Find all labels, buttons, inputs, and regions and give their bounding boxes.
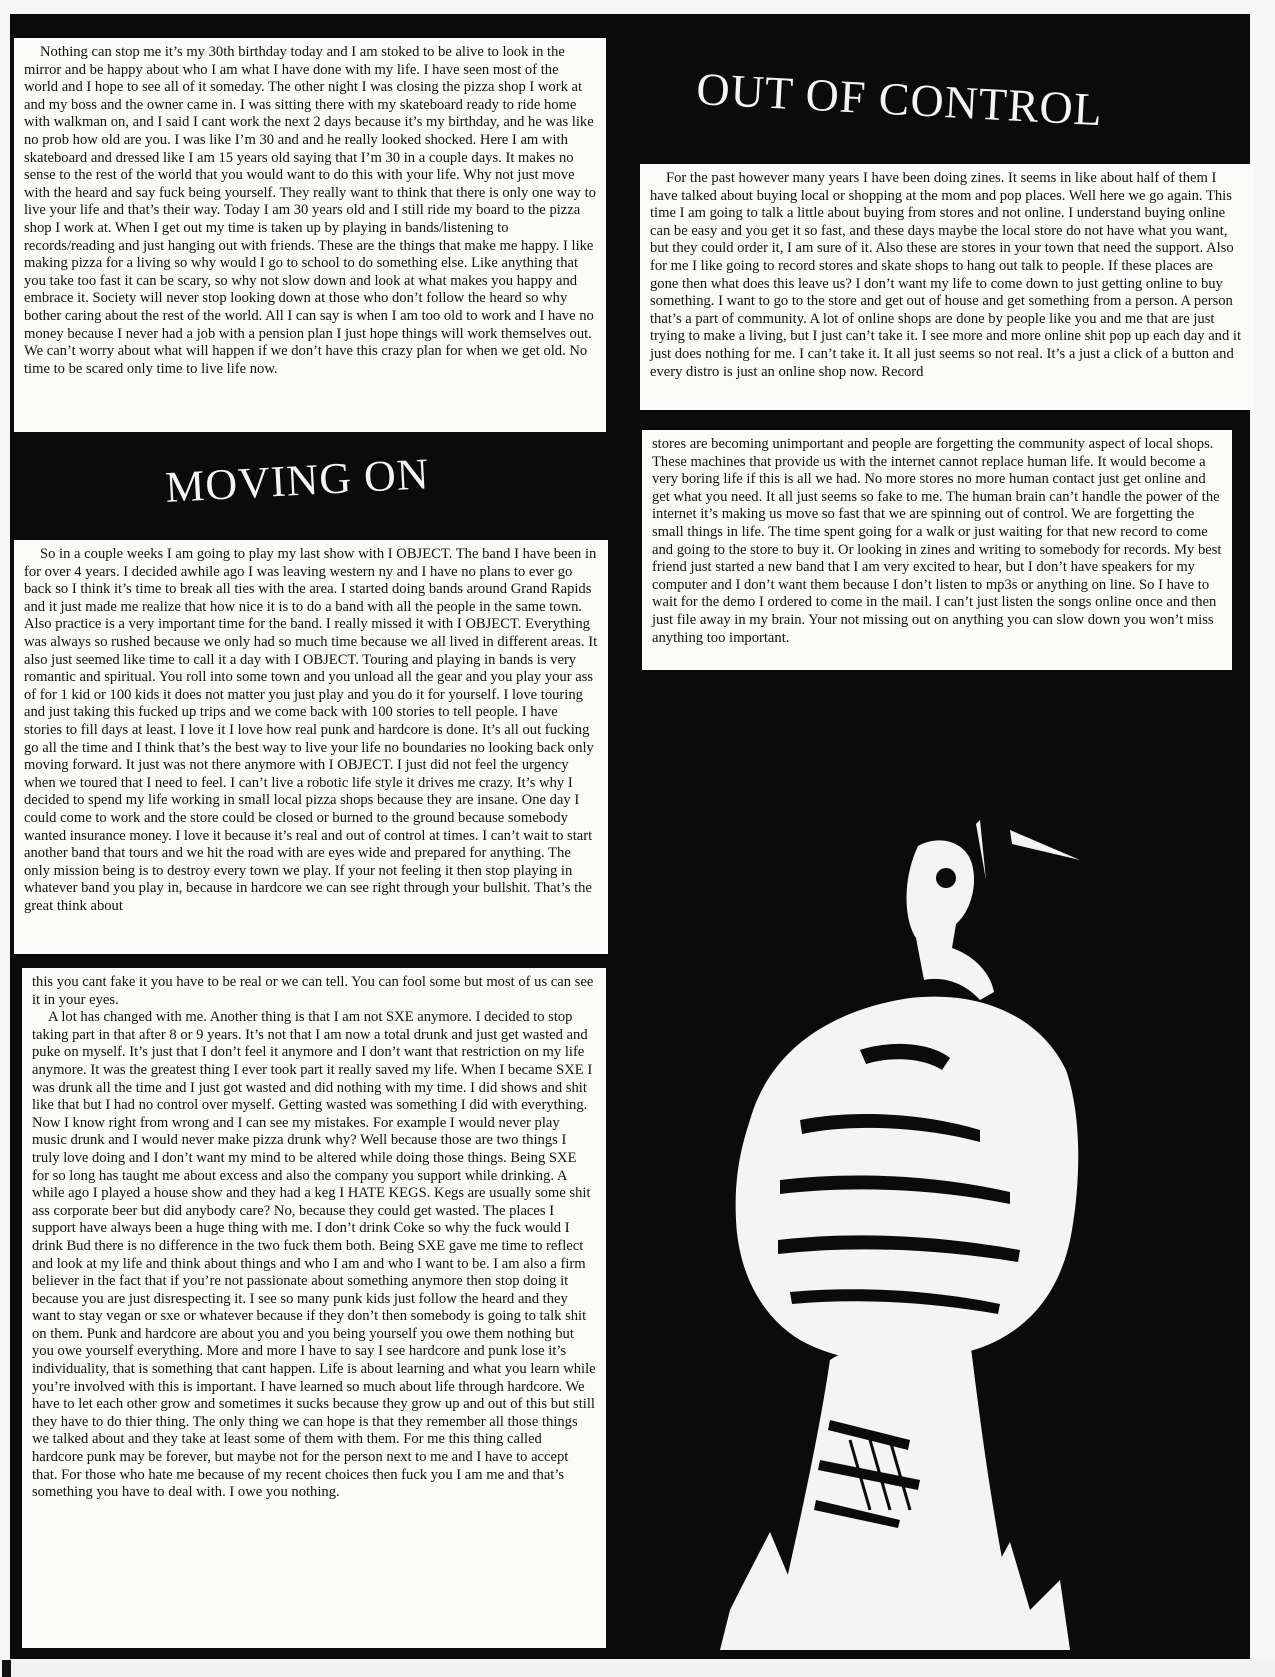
birthday-paragraph: Nothing can stop me it’s my 30th birthday today and I am stoked to be alive to look in the mirror and be happy about who I am what I have done with my life. I have seen most of the world and I hope to see all of it someday. The other night I was closing the pizza shop I work at and my boss and the owner came in. I was sitting there with my skateboard ready to ride home with walkman on, and I said I cant work the next 2 days because it’s my birthday, and he was like no prob how old are you. I was like I’m 30 and and he really looked shocked. Here I am with skateboard and dressed like I am 15 years old saying that I’m 30 in a couple days. It makes no sense to the rest of the world that you would want to do this with your life. Why not just move with the heard and say fuck being yourself. They really want to think that there is only one way to live your life and that’s their way. Today I am 30 years old and I still ride my board to the pizza shop I work at. When I get out my time is taken up by playing in bands/listening to records/reading and just hanging out with friends. These are the things that make me happy. I like making pizza for a living so why would I go to school to do something else. Like anything that you take too fast it can be scary, so why not slow down and look at what makes you happy and embrace it. Society will never stop looking down at those who don’t follow the heard so why bother caring about the rest of the world. All I can say is when I am too old to work and I have no money because I never had a job with a pension plan I just hope things will work themselves out. We can’t worry about what will happen if we don’t have this crazy plan for when we get old. No time to be scared only time to live life now. bbox=[24, 44, 596, 377]
moving-on-text-2b: A lot has changed with me. Another thing is that I am not SXE anymore. I decided to stop taking part in that after 8 or 9 years. It’s not that I am now a total drunk and just get wasted and puke on myself. It’s just that I don’t feel it anymore and I don’t want that restriction on my life anymore. It was the greatest thing I ever took part it really saved my life. When I became SXE I was drunk all the time and I just got wasted and did nothing with my time. I did shows and shit like that but I had no control over myself. Getting wasted was something I did with everything. Now I know right from wrong and I can see my mistakes. For example I would never play music drunk and I would never make pizza drunk why? Well because those are two things I truly love doing and I don’t want my mind to be altered while doing those things. Being SXE for so long has taught me about excess and also the company you support while drinking. A while ago I played a house show and they had a keg I HATE KEGS. Kegs are usually some shit ass corporate beer but did anybody care? No, because they could get wasted. The places I support have always been a huge thing with me. I don’t drink Coke so why the fuck would I drink Bud there is no difference in the two fuck them both. Being SXE gave me time to reflect and look at my life and think about things and who I am and who I want to be. I am also a firm believer in the fact that if you’re not passionate about something anymore then stop doing it because you are just disrespecting it. I see so many punk kids just follow the heard and they want to stay vegan or sxe or whatever because if they don’t then somebody is going to talk shit on them. Punk and hardcore are about you and you being yourself you owe them nothing but you owe yourself everything. More and more I have to say I see hardcore and punk lose it’s individuality, that is something that cant happen. Life is about learning and what you learn while you’re involved with this is important. I have learned so much about life through hardcore. We have to let each other grow and sometimes it sucks because they grow up and out of this but still they have to do thier thing. The only thing we can hope is that they remember all those things we talked about and they take at least some of them with them. For me this thing called hardcore punk may be forever, but maybe not for the person next to me and I have to accept that. For those who hate me because of my recent choices then fuck you I am me and that’s something you have to deal with. I owe you nothing. bbox=[32, 1009, 596, 1501]
title-moving-on: MOVING ON bbox=[164, 449, 431, 512]
moving-on-text-1: So in a couple weeks I am going to play my last show with I OBJECT. The band I have been in for over 4 years. I decided awhile ago I was leaving western ny and I have no plans to ever go back so I think it’s time to break all ties with the area. I started doing bands around Grand Rapids and it just made me realize that how nice it is to do a band with all the people in the same town. Also practice is a very important time for the band. I really missed it with I OBJECT. Everything was always so rushed because we only had so much time because we all lived in different areas. It also just seemed like time to call it a day with I OBJECT. Touring and playing in bands is very romantic and spiritual. You roll into some town and you unload all the gear and you play your ass of for 1 kid or 100 kids it does not matter you just play and you do it for yourself. I love touring and just taking this fucked up trips and we come back with 100 stories to tell people. I have stories to fill days at least. I love it I love how real punk and hardcore is done. It’s all out fucking go all the time and I think that’s the best way to live your life no boundaries no looking back only moving forward. It just was not there anymore with I OBJECT. I just did not feel the urgency when we toured that I need to feel. I can’t live a robotic life style it drives me crazy. It’s why I decided to spend my life working in small local pizza shops because they are insane. One day I could come to work and the store could be closed or burned to the ground because somebody wanted insurance money. I love it because it’s real and out of control at times. I can’t wait to start another band that tours and we hit the road with are eyes wide and prepared for anything. The only mission being is to destroy every town we play. If your not feeling it then stop playing in whatever band you play in, because in hardcore we can see right through your bullshit. That’s the great think about bbox=[24, 546, 598, 914]
raised-fist-illustration bbox=[680, 820, 1110, 1660]
out-of-control-box-1 bbox=[640, 164, 1254, 410]
out-of-control-text-2: stores are becoming unimportant and people are forgetting the community aspect of local shops. These machines that provide us with the internet cannot replace human life. It would become a very boring life if this is all we had. No more stores no more human contact just get online and get what you need. It all just seems so fake to me. The human brain can’t handle the power of the internet it’s making us move so fast that we are spinning out of control. We are forgetting the small things in life. The time spent going for a walk or just waiting for that new record to come and going to the store to buy it. Or looking in zines and writing to somebody for records. My best friend just started a new band that I am very excited to hear, but I don’t have speakers for my computer and I don’t want them because I don’t listen to mp3s or anything on line. So I have to wait for the demo I ordered to come in the mail. I can’t just listen the songs online once and then just file away in my brain. Your not missing out on anything you can slow down you won’t miss anything too important. bbox=[652, 436, 1222, 646]
title-out-of-control: OUT OF CONTROL bbox=[695, 62, 1105, 136]
moving-on-box-2 bbox=[22, 968, 606, 1648]
moving-on-text-2a: this you cant fake it you have to be real or we can tell. You can fool some but most of us can see it in your eyes. bbox=[32, 974, 594, 1008]
out-of-control-text-1: For the past however many years I have been doing zines. It seems in like about half of them I have talked about buying local or shopping at the mom and pop places. Well here we go again. This time I am going to talk a little about buying from stores and not online. I understand buying online can be easy and you get it so fast, and these days maybe the local store do not have what you want, but they could order it, I am sure of it. Also these are stores in your town that need the support. Also for me I like going to record stores and skate shops to hang out talk to people. If these places are gone then what does this leave us? I don’t want my life to come down to just getting online to buy something. I want to go to the store and get out of house and get something from a person. A person that’s a part of community. A lot of online shops are done by people like you and me that are just trying to make a living, but I just can’t take it. I see more and more online shit pop up each day and it just does nothing for me. I can’t take it. It all just seems so not real. It’s a just a click of a button and every distro is just an online shop now. Record bbox=[650, 170, 1242, 380]
out-of-control-box-2 bbox=[642, 430, 1232, 670]
birthday-article bbox=[14, 38, 606, 432]
moving-on-box-1 bbox=[14, 540, 608, 954]
paper-bottom-edge bbox=[0, 1659, 1275, 1677]
corner-mark bbox=[2, 1660, 11, 1677]
